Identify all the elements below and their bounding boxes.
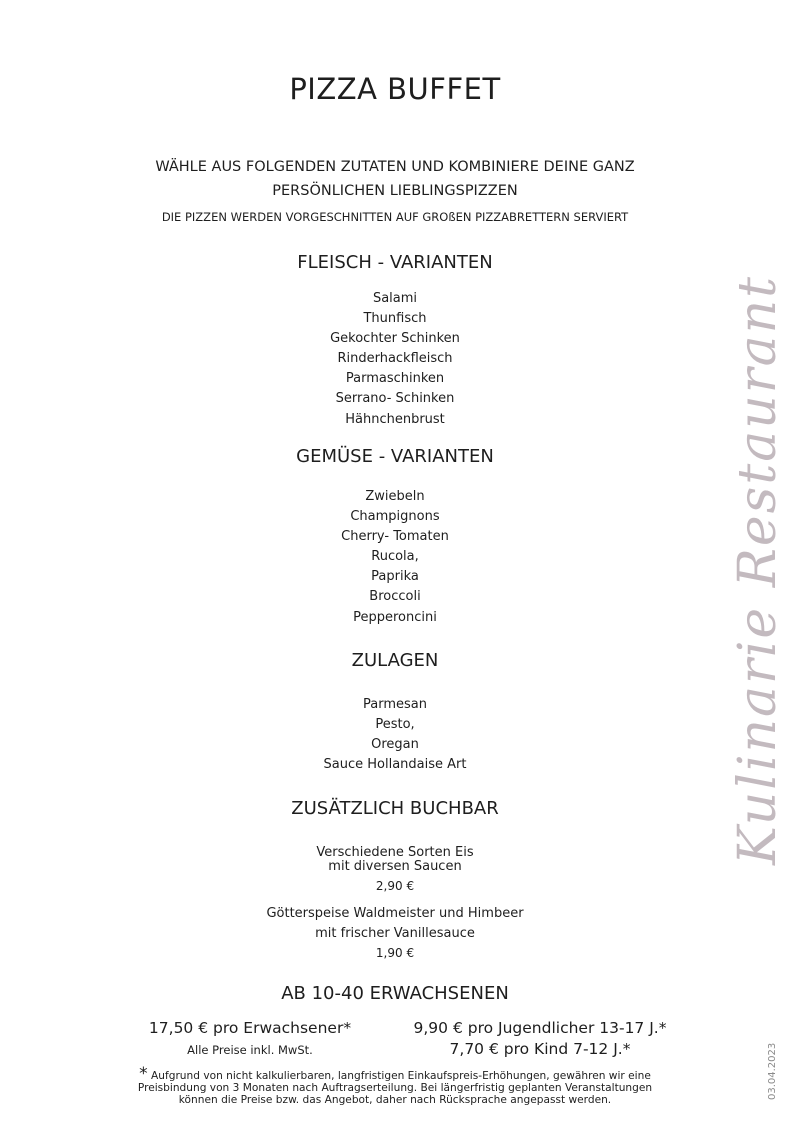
signature-text: Kulinarie Restaurant xyxy=(728,275,788,865)
list-item: Paprika xyxy=(371,569,419,585)
intro-subtext: DIE PIZZEN WERDEN VORGESCHNITTEN AUF GROßEN PIZZABRETTERN SERVIERT xyxy=(161,210,629,224)
extra-description: mit frischer Vanillesauce xyxy=(315,926,475,941)
list-item: Parmaschinken xyxy=(345,371,445,387)
pricing-heading: AB 10-40 ERWACHSENEN xyxy=(281,983,509,1004)
page-title: PIZZA BUFFET xyxy=(289,72,501,106)
footnote-line: Preisbindung von 3 Monaten nach Auftragserteilung. Bei längerfristig geplanten Veranstaltungen xyxy=(137,1082,653,1094)
extra-price: 1,90 € xyxy=(375,946,415,960)
youth-price: 9,90 € pro Jugendlicher 13-17 J.* xyxy=(413,1019,667,1037)
list-item: Rucola, xyxy=(371,549,419,565)
list-item: Thunfisch xyxy=(363,311,427,327)
list-item: Zwiebeln xyxy=(365,489,425,504)
list-item: Serrano- Schinken xyxy=(335,391,455,407)
list-item: Pepperoncini xyxy=(353,609,437,625)
list-item: Oregan xyxy=(371,737,419,753)
section-heading-gemuese: GEMÜSE - VARIANTEN xyxy=(296,446,494,467)
extra-name: Verschiedene Sorten Eis xyxy=(316,845,474,860)
adult-price: 17,50 € pro Erwachsener* xyxy=(148,1019,352,1037)
list-item: Champignons xyxy=(350,509,440,525)
list-item: Salami xyxy=(372,291,418,306)
extra-description: mit diversen Saucen xyxy=(328,859,462,874)
list-item: Parmesan xyxy=(363,697,427,712)
list-item: Gekochter Schinken xyxy=(330,331,460,347)
list-item: Pesto, xyxy=(375,717,415,733)
extra-name: Götterspeise Waldmeister und Himbeer xyxy=(266,906,524,921)
extra-price: 2,90 € xyxy=(375,879,415,893)
footnote-line: können die Preise bzw. das Angebot, daher nach Rücksprache angepasst werden. xyxy=(178,1094,612,1106)
list-item: Cherry- Tomaten xyxy=(341,529,449,545)
list-item: Sauce Hollandaise Art xyxy=(323,757,467,773)
date-stamp: 03.04.2023 xyxy=(767,1042,778,1100)
section-heading-zulagen: ZULAGEN xyxy=(351,650,439,671)
list-item: Broccoli xyxy=(369,589,421,605)
list-item: Rinderhackfleisch xyxy=(337,351,453,367)
list-item: Hähnchenbrust xyxy=(345,411,445,427)
vat-note: Alle Preise inkl. MwSt. xyxy=(187,1043,313,1057)
footnote-star: * xyxy=(139,1064,148,1084)
section-heading-fleisch: FLEISCH - VARIANTEN xyxy=(297,252,493,273)
section-heading-zusaetzlich: ZUSÄTZLICH BUCHBAR xyxy=(291,798,499,819)
footnote-line: Aufgrund von nicht kalkulierbaren, langfristigen Einkaufspreis-Erhöhungen, gewähren wir eine xyxy=(147,1070,651,1082)
child-price: 7,70 € pro Kind 7-12 J.* xyxy=(449,1040,631,1058)
intro-text: WÄHLE AUS FOLGENDEN ZUTATEN UND KOMBINIERE DEINE GANZ PERSÖNLICHEN LIEBLINGSPIZZEN xyxy=(155,159,635,199)
